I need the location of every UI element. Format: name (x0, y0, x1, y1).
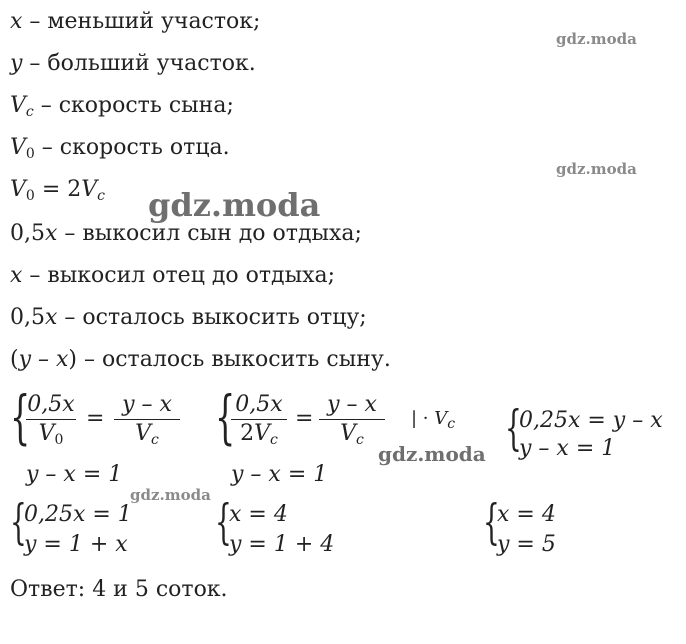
equals-sign: = (295, 406, 314, 431)
definition-text: – больший участок. (22, 51, 256, 76)
brace-symbol: { (483, 494, 500, 550)
math-var: V (434, 408, 448, 429)
fact-pre: 0,5 (10, 221, 45, 246)
fact-pre: 0,5 (10, 305, 45, 330)
brace-symbol: { (505, 400, 522, 456)
math-var: y – x (18, 347, 69, 372)
math-pre: 2 (240, 421, 255, 446)
system-row: y = 5 (497, 532, 556, 557)
equation-system-6 (483, 494, 603, 566)
system-row: y = 1 + x (24, 532, 128, 557)
math-var: V (10, 177, 26, 202)
equation-system-1 (10, 383, 190, 492)
multiplier-note (411, 406, 455, 437)
fraction (319, 392, 385, 453)
brace-symbol: { (10, 494, 27, 550)
math-sub: c (97, 188, 105, 204)
math-var: V (38, 421, 55, 446)
math-sub: 0 (54, 432, 64, 448)
watermark: gdz.moda (556, 160, 637, 178)
system-row: 0,25x = 1 (24, 502, 132, 527)
fact-text: ) – осталось выкосить сыну. (68, 347, 391, 372)
math-sub: c (151, 432, 159, 448)
fraction (231, 392, 287, 453)
math-var: V (10, 93, 26, 118)
math-var: V (10, 135, 26, 160)
fact-text: – осталось выкосить отцу; (57, 305, 367, 330)
definition-line (10, 134, 230, 168)
system-row: y = 1 + 4 (229, 532, 335, 557)
relation-rhs: = 2 (41, 177, 82, 202)
fraction (26, 392, 76, 453)
fraction-numerator: y – x (122, 392, 172, 417)
math-var: x (10, 263, 23, 288)
answer-text: Ответ: 4 и 5 соток. (10, 577, 228, 602)
math-var: V (254, 421, 271, 446)
definition-text: – скорость сына; (33, 93, 234, 118)
watermark: gdz.moda (130, 486, 211, 504)
math-sub: 0 (25, 188, 35, 204)
watermark: gdz.moda (556, 30, 637, 48)
fraction-numerator: 0,5x (27, 392, 75, 417)
definition-text: – скорость отца. (34, 135, 230, 160)
math-var: V (135, 421, 152, 446)
fraction-numerator: 0,5x (235, 392, 283, 417)
watermark: gdz.moda (378, 442, 486, 466)
fraction-numerator: y – x (327, 392, 377, 417)
math-var: y (10, 51, 23, 76)
fact-text: – выкосил отец до отдыха; (22, 263, 336, 288)
system-row: y – x = 1 (26, 462, 123, 487)
definition-line (10, 92, 234, 126)
system-row: y – x = 1 (519, 436, 616, 461)
math-sub: c (270, 432, 278, 448)
fact-text: – выкосил сын до отдыха; (57, 221, 362, 246)
system-row: x = 4 (497, 502, 556, 527)
multiplier-text: | · (411, 408, 435, 429)
fact-line (10, 304, 367, 332)
fact-line (10, 220, 362, 248)
relation-line (10, 176, 105, 210)
math-var: x (10, 9, 23, 34)
fraction (114, 392, 180, 453)
brace-symbol: { (215, 494, 232, 550)
equals-sign: = (86, 406, 105, 431)
brace-symbol: { (10, 383, 31, 451)
math-var: V (340, 421, 357, 446)
equation-system-5 (215, 494, 395, 566)
fact-line (10, 346, 391, 374)
system-row: y – x = 1 (231, 462, 328, 487)
brace-symbol: { (215, 383, 236, 451)
equation-system-4 (10, 494, 190, 566)
math-sub: c (356, 432, 364, 448)
fact-pre: ( (10, 347, 19, 372)
math-var: V (81, 177, 98, 202)
watermark: gdz.moda (148, 186, 321, 224)
fact-line (10, 262, 335, 290)
system-row: 0,25x = y – x (519, 408, 663, 433)
math-sub: 0 (25, 146, 35, 162)
definition-line (10, 8, 260, 36)
math-sub: c (447, 416, 456, 432)
definition-line (10, 50, 256, 78)
system-row: x = 4 (229, 502, 288, 527)
math-var: x (45, 221, 58, 246)
math-sub: c (25, 104, 34, 120)
definition-text: – меньший участок; (22, 9, 261, 34)
equation-system-3 (505, 400, 683, 472)
math-var: x (45, 305, 58, 330)
